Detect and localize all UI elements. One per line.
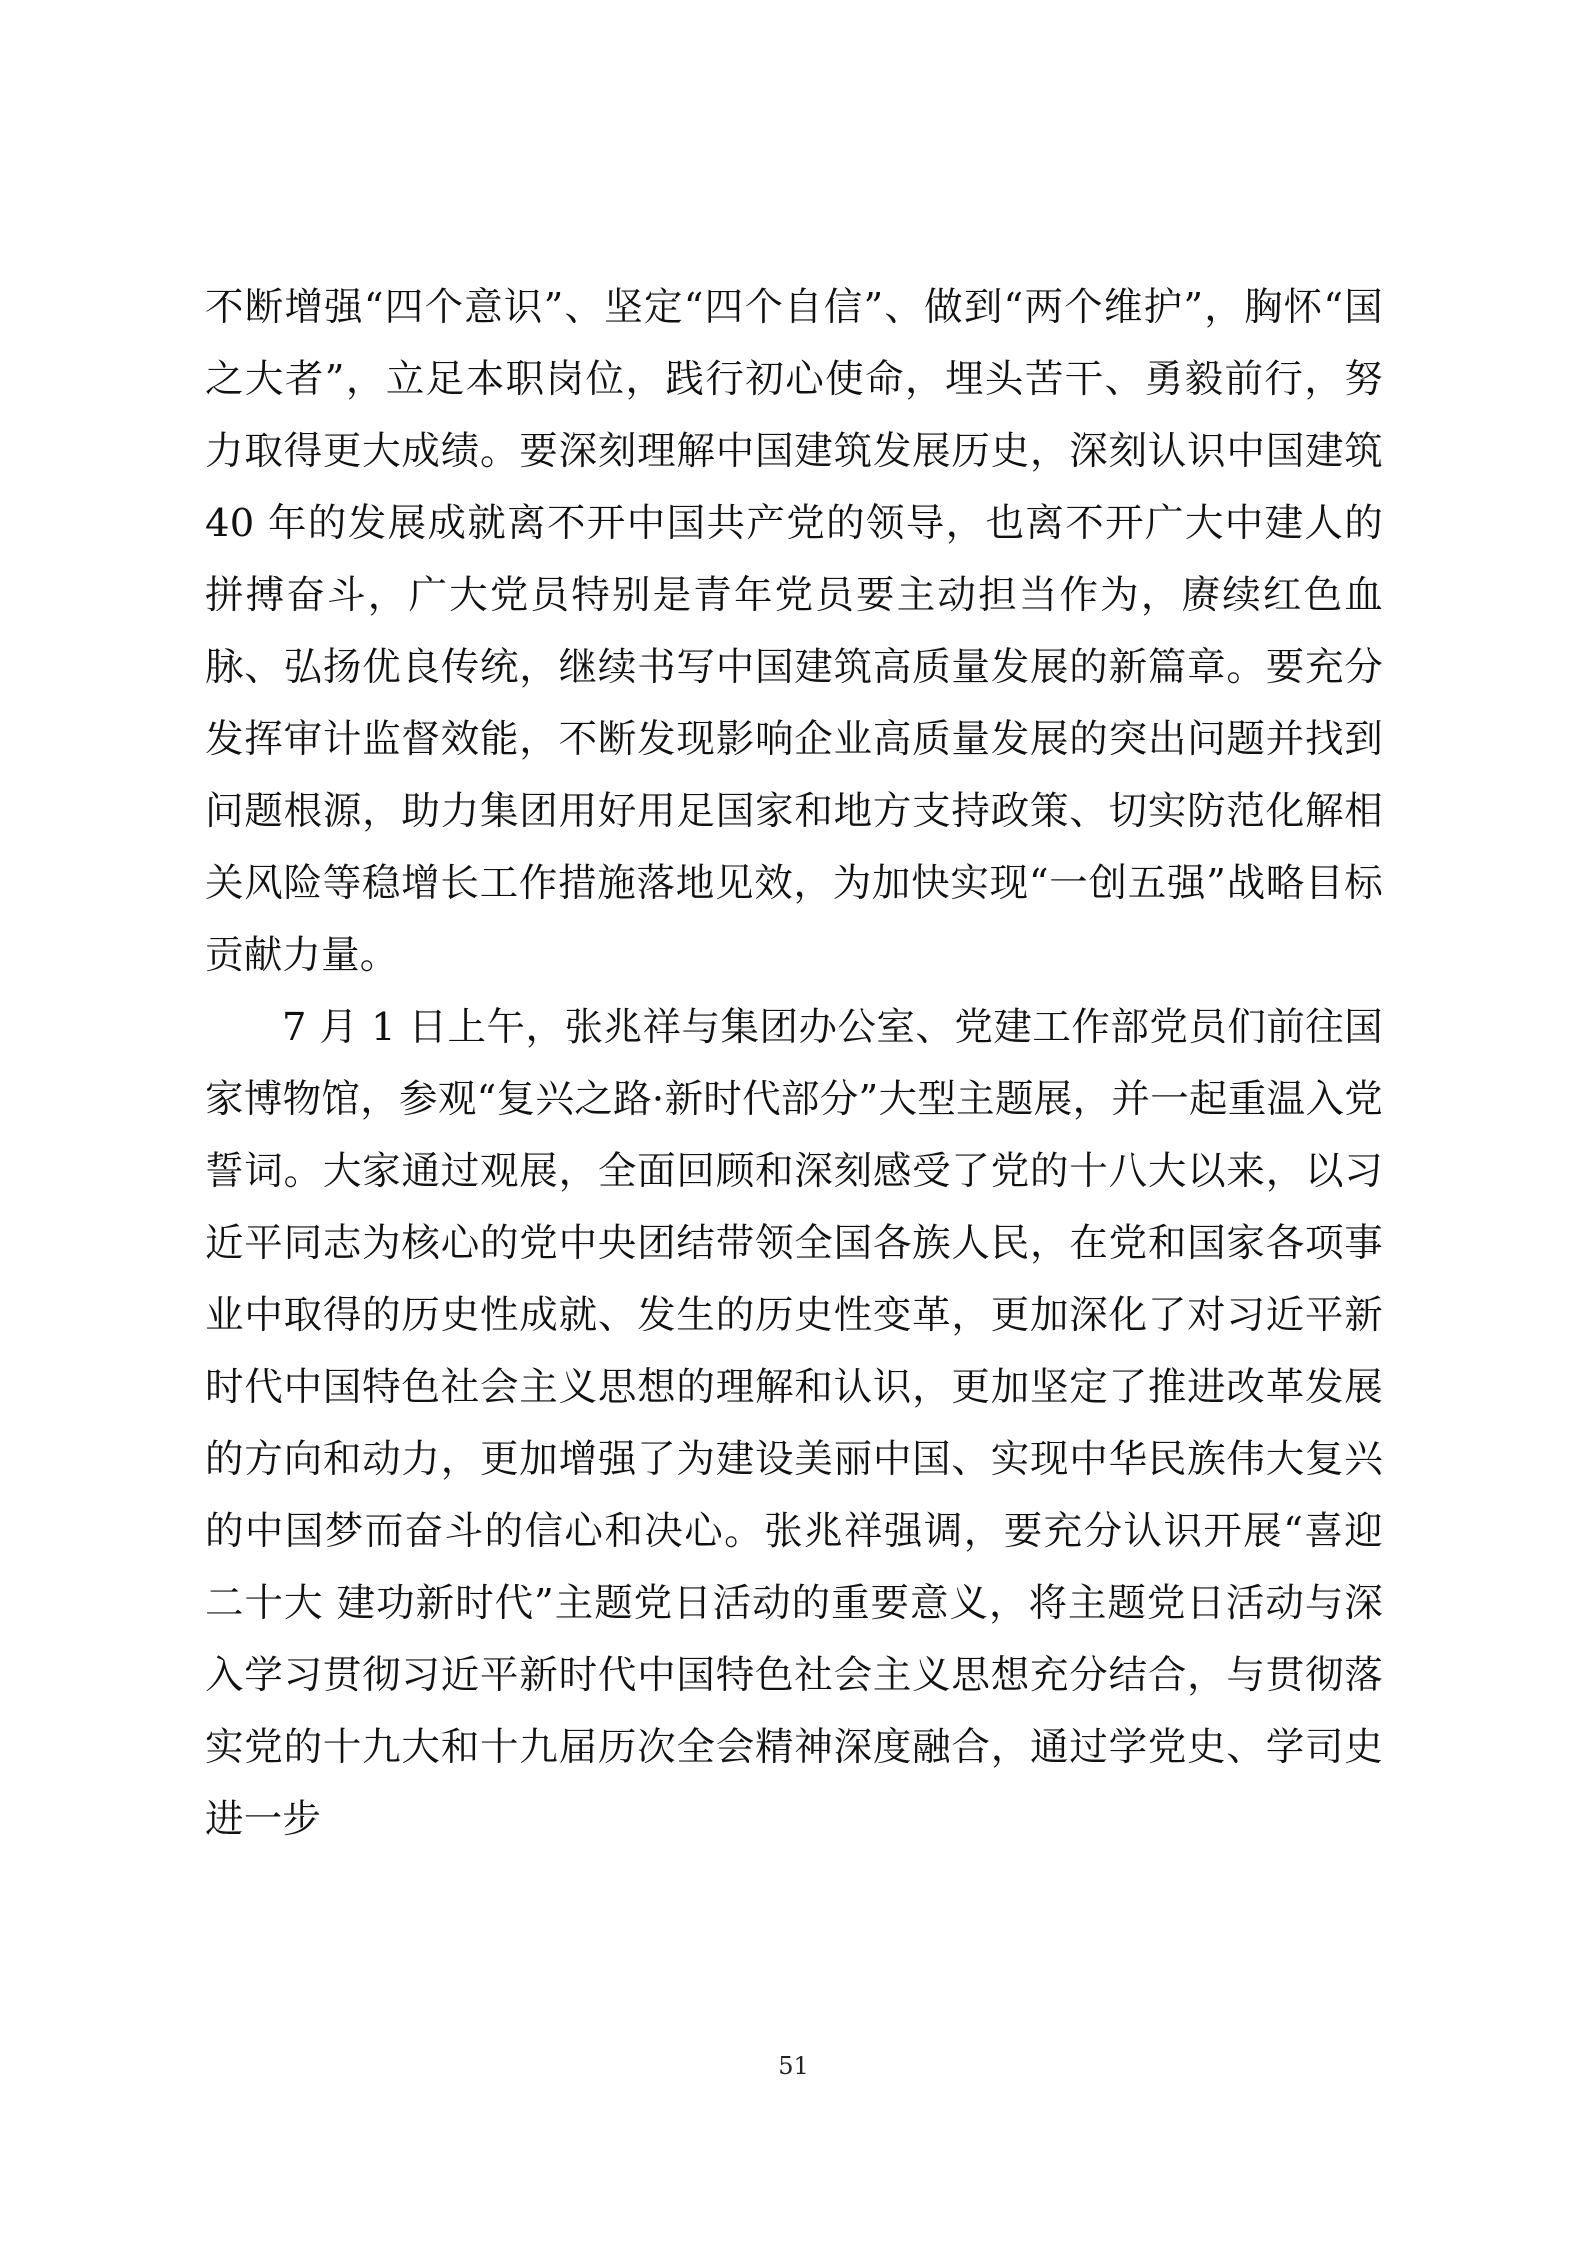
paragraph-1: 不断增强“四个意识”、坚定“四个自信”、做到“两个维护”，胸怀“国之大者”，立足本职岗位，践行初心使命，埋头苦干、勇毅前行，努力取得更大成绩。要深刻理解中国建筑发展历史，深刻认识中国建筑 40 年的发展成就离不开中国共产党的领导，也离不开广大中建人的拼搏奋斗，广大党员特别是青年党员要主动担当作为，赓续红色血脉、弘扬优良传统，继续书写中国建筑高质量发展的新篇章。要充分发挥审计监督效能，不断发现影响企业高质量发展的突出问题并找到问题根源，助力集团用好用足国家和地方支持政策、切实防范化解相关风险等稳增长工作措施落地见效，为加快实现“一创五强”战略目标贡献力量。 xyxy=(205,285,1383,978)
document-body xyxy=(205,272,1383,1856)
paragraph-2: 7 月 1 日上午，张兆祥与集团办公室、党建工作部党员们前往国家博物馆，参观“复兴之路·新时代部分”大型主题展，并一起重温入党誓词。大家通过观展，全面回顾和深刻感受了党的十八大以来，以习近平同志为核心的党中央团结带领全国各族人民，在党和国家各项事业中取得的历史性成就、发生的历史性变革，更加深化了对习近平新时代中国特色社会主义思想的理解和认识，更加坚定了推进改革发展的方向和动力，更加增强了为建设美丽中国、实现中华民族伟大复兴的中国梦而奋斗的信心和决心。张兆祥强调，要充分认识开展“喜迎二十大 建功新时代”主题党日活动的重要意义，将主题党日活动与深入学习贯彻习近平新时代中国特色社会主义思想充分结合，与贯彻落实党的十九大和十九届历次全会精神深度融合，通过学党史、学司史进一步 xyxy=(205,1005,1383,1842)
page-number: 51 xyxy=(778,2052,809,2080)
